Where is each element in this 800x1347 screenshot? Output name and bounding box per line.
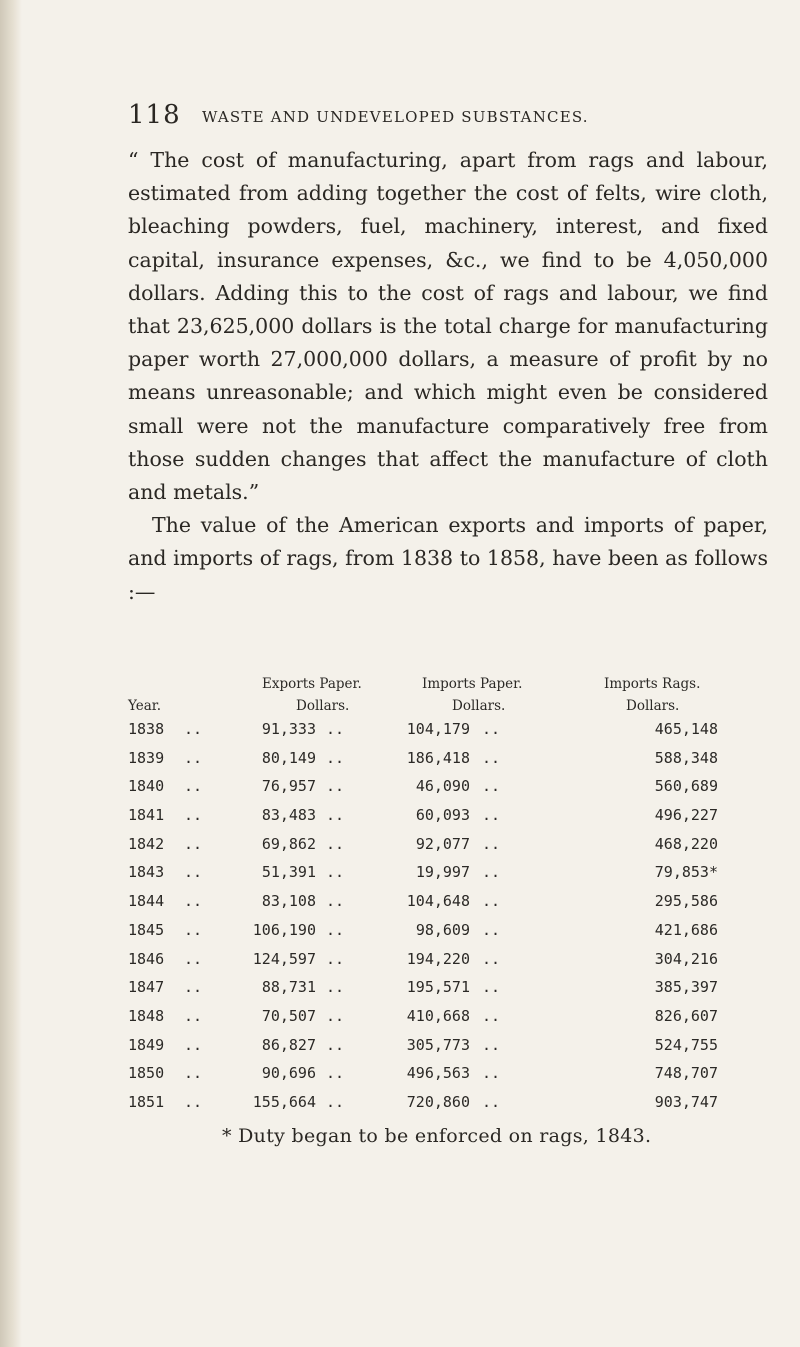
cell-exports-paper: 88,731 <box>261 978 316 997</box>
leader-dots: .. <box>482 978 501 997</box>
leader-dots: .. <box>184 1006 203 1025</box>
cell-imports-paper: 92,077 <box>415 834 470 853</box>
leader-dots: .. <box>326 777 345 796</box>
cell-imports-paper: 195,571 <box>406 978 470 997</box>
leader-dots: .. <box>482 920 501 939</box>
leader-dots: .. <box>184 1064 203 1083</box>
leader-dots: .. <box>184 720 203 738</box>
cell-year: 1845 <box>128 920 165 939</box>
leader-dots: .. <box>184 978 203 997</box>
cell-imports-rags: 826,607 <box>654 1006 718 1025</box>
leader-dots: .. <box>482 720 501 738</box>
table-row <box>128 749 768 778</box>
cell-exports-paper: 83,108 <box>261 892 316 911</box>
leader-dots: .. <box>184 863 203 882</box>
table-row <box>128 1036 768 1065</box>
cell-year: 1851 <box>128 1092 165 1111</box>
leader-dots: .. <box>482 892 501 911</box>
table-body <box>128 720 768 1122</box>
cell-imports-rags: 421,686 <box>654 920 718 939</box>
header-imports-paper: Imports Paper. <box>422 676 523 692</box>
cell-imports-rags: 496,227 <box>654 806 718 825</box>
cell-year: 1848 <box>128 1006 165 1025</box>
header-exports-paper: Exports Paper. <box>262 676 362 692</box>
cell-year: 1843 <box>128 863 165 882</box>
table-row <box>128 720 768 749</box>
leader-dots: .. <box>326 1092 345 1111</box>
quote-paragraph: “ The cost of manufacturing, apart from rags and labour, estimated from adding together the cost of felts, wire cloth, bleaching powders, fuel, machinery, interest, and fixed capital, insurance expenses, &c., we find to be 4,050,000 dollars. Adding this to the cost of rags and labour, we find that 23,625,000 dollars is the total charge for manufacturing paper worth 27,000,000 dollars, a measure of profit by no means unreasonable; and which might even be considered small were not the manufacture comparatively free from those sudden changes that affect the manufacture of cloth and metals.” <box>128 148 768 505</box>
unit-exports-paper: Dollars. <box>296 698 350 714</box>
cell-year: 1839 <box>128 748 165 767</box>
cell-imports-paper: 98,609 <box>415 920 470 939</box>
leader-dots: .. <box>482 777 501 796</box>
table-row <box>128 1007 768 1036</box>
table-row <box>128 892 768 921</box>
body-text <box>128 144 768 609</box>
cell-imports-paper: 60,093 <box>415 806 470 825</box>
cell-imports-rags: 304,216 <box>654 949 718 968</box>
cell-year: 1841 <box>128 806 165 825</box>
leader-dots: .. <box>184 920 203 939</box>
leader-dots: .. <box>184 892 203 911</box>
book-binding-edge <box>0 0 22 1347</box>
leader-dots: .. <box>482 806 501 825</box>
cell-year: 1850 <box>128 1064 165 1083</box>
cell-imports-rags: 468,220 <box>654 834 718 853</box>
cell-exports-paper: 83,483 <box>261 806 316 825</box>
page-header <box>128 100 688 134</box>
table-row <box>128 978 768 1007</box>
leader-dots: .. <box>482 834 501 853</box>
trade-table <box>128 676 768 1122</box>
unit-imports-rags: Dollars. <box>626 698 680 714</box>
leader-dots: .. <box>184 949 203 968</box>
leader-dots: .. <box>326 1064 345 1083</box>
cell-exports-paper: 106,190 <box>252 920 316 939</box>
cell-exports-paper: 76,957 <box>261 777 316 796</box>
leader-dots: .. <box>482 1035 501 1054</box>
leader-dots: .. <box>482 1064 501 1083</box>
cell-imports-paper: 104,648 <box>406 892 470 911</box>
cell-exports-paper: 124,597 <box>252 949 316 968</box>
table-row <box>128 1093 768 1122</box>
cell-imports-rags: 560,689 <box>654 777 718 796</box>
leader-dots: .. <box>326 978 345 997</box>
cell-imports-rags: 385,397 <box>654 978 718 997</box>
leader-dots: .. <box>326 1035 345 1054</box>
leader-dots: .. <box>184 777 203 796</box>
leader-dots: .. <box>326 863 345 882</box>
leader-dots: .. <box>184 748 203 767</box>
cell-imports-paper: 19,997 <box>415 863 470 882</box>
cell-imports-rags: 903,747 <box>654 1092 718 1111</box>
table-row <box>128 863 768 892</box>
leader-dots: .. <box>184 834 203 853</box>
leader-dots: .. <box>326 806 345 825</box>
table-row <box>128 1064 768 1093</box>
header-imports-rags: Imports Rags. <box>604 676 701 692</box>
table-row <box>128 835 768 864</box>
cell-exports-paper: 51,391 <box>261 863 316 882</box>
leader-dots: .. <box>326 949 345 968</box>
table-row <box>128 921 768 950</box>
leader-dots: .. <box>326 1006 345 1025</box>
cell-year: 1842 <box>128 834 165 853</box>
unit-imports-paper: Dollars. <box>452 698 506 714</box>
cell-exports-paper: 86,827 <box>261 1035 316 1054</box>
cell-year: 1847 <box>128 978 165 997</box>
cell-imports-rags: 524,755 <box>654 1035 718 1054</box>
table-row <box>128 950 768 979</box>
running-head: WASTE AND UNDEVELOPED SUBSTANCES. <box>202 108 589 126</box>
cell-year: 1849 <box>128 1035 165 1054</box>
cell-imports-paper: 410,668 <box>406 1006 470 1025</box>
leader-dots: .. <box>482 1092 501 1111</box>
cell-exports-paper: 91,333 <box>261 720 316 738</box>
leader-dots: .. <box>482 748 501 767</box>
page-number: 118 <box>128 100 181 130</box>
cell-imports-paper: 194,220 <box>406 949 470 968</box>
cell-exports-paper: 70,507 <box>261 1006 316 1025</box>
cell-year: 1838 <box>128 720 165 738</box>
cell-imports-paper: 104,179 <box>406 720 470 738</box>
cell-imports-paper: 46,090 <box>415 777 470 796</box>
leader-dots: .. <box>326 834 345 853</box>
leader-dots: .. <box>482 863 501 882</box>
leader-dots: .. <box>184 1035 203 1054</box>
leader-dots: .. <box>482 1006 501 1025</box>
cell-imports-paper: 305,773 <box>406 1035 470 1054</box>
header-year: Year. <box>128 698 162 714</box>
table-row <box>128 777 768 806</box>
table-header <box>128 676 768 720</box>
cell-year: 1846 <box>128 949 165 968</box>
cell-imports-rags: 588,348 <box>654 748 718 767</box>
cell-imports-paper: 720,860 <box>406 1092 470 1111</box>
leader-dots: .. <box>326 748 345 767</box>
leader-dots: .. <box>326 920 345 939</box>
cell-year: 1840 <box>128 777 165 796</box>
cell-imports-rags: 295,586 <box>654 892 718 911</box>
cell-imports-rags: 748,707 <box>654 1064 718 1083</box>
cell-exports-paper: 69,862 <box>261 834 316 853</box>
intro-paragraph: The value of the American exports and imports of paper, and imports of rags, from 1838 to 1858, have been as follows :— <box>128 513 768 604</box>
table-row <box>128 806 768 835</box>
leader-dots: .. <box>184 806 203 825</box>
leader-dots: .. <box>326 720 345 738</box>
cell-year: 1844 <box>128 892 165 911</box>
leader-dots: .. <box>482 949 501 968</box>
cell-imports-rags: 465,148 <box>654 720 718 738</box>
cell-exports-paper: 90,696 <box>261 1064 316 1083</box>
leader-dots: .. <box>326 892 345 911</box>
cell-imports-paper: 496,563 <box>406 1064 470 1083</box>
cell-imports-paper: 186,418 <box>406 748 470 767</box>
cell-exports-paper: 155,664 <box>252 1092 316 1111</box>
cell-exports-paper: 80,149 <box>261 748 316 767</box>
footnote: * Duty began to be enforced on rags, 1843. <box>222 1125 652 1147</box>
leader-dots: .. <box>184 1092 203 1111</box>
cell-imports-rags: 79,853* <box>654 863 718 882</box>
